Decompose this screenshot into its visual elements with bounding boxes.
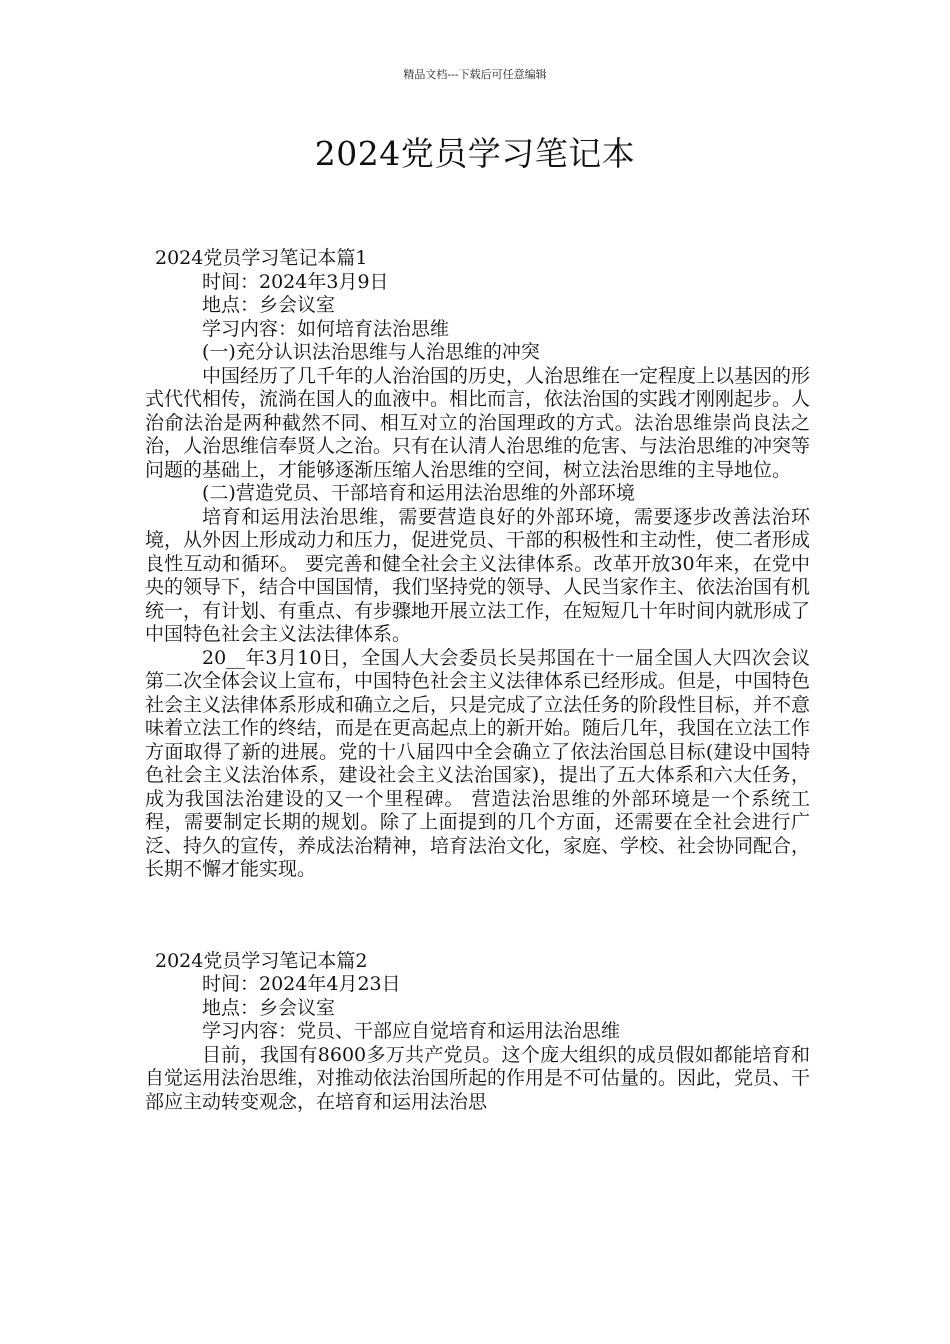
section-1 xyxy=(145,247,810,882)
document-title: 2024党员学习笔记本 xyxy=(314,134,636,173)
page-header: 精品文档---下载后可任意编辑 xyxy=(403,68,547,81)
body-paragraph: 培育和运用法治思维，需要营造良好的外部环境，需要逐步改善法治环境，从外因上形成动力和压力，促进党员、干部的积极性和主动性，使二者形成良性互动和循环。 要完善和健全社会主义法律体系。改革开放30年来，在党中央的领导下，结合中国国情，我们坚持党的领导、人民当家作主、依法治国有机统一，有计划、有重点、有步骤地开展立法工作，在短短几十年时间内就形成了中国特色社会主义法法律体系。 xyxy=(145,505,811,645)
body-paragraph: 20__年3月10日，全国人大会委员长吴邦国在十一届全国人大四次会议第二次全体会议上宣布，中国特色社会主义法律体系已经形成。但是，中国特色社会主义法律体系形成和确立之后，只是完成了立法任务的阶段性目标，并不意味着立法工作的终结，而是在更高起点上的新开始。随后几年，我国在立法工作方面取得了新的进展。党的十八届四中全会确立了依法治国总目标(建设中国特色社会主义法治体系，建设社会主义法治国家)，提出了五大体系和六大任务，成为我国法治建设的又一个里程碑。 营造法治思维的外部环境是一个系统工程，需要制定长期的规划。除了上面提到的几个方面，还需要在全社会进行广泛、持久的宣传，养成法治精神，培育法治文化，家庭、学校、社会协同配合，长期不懈才能实现。 xyxy=(145,646,811,880)
body-paragraph: 目前，我国有8600多万共产党员。这个庞大组织的成员假如都能培育和自觉运用法治思维，对推动依法治国所起的作用是不可估量的。因此，党员、干部应主动转变观念，在培育和运用法治思 xyxy=(145,1043,811,1113)
meta-place: 地点：乡会议室 xyxy=(202,294,336,316)
meta-time: 时间：2024年4月23日 xyxy=(202,973,401,995)
subheading: (一)充分认识法治思维与人治思维的冲突 xyxy=(202,341,540,363)
section-spacer xyxy=(145,882,810,950)
document-body xyxy=(145,247,810,1114)
meta-place: 地点：乡会议室 xyxy=(202,996,336,1019)
section-heading: 2024党员学习笔记本篇1 xyxy=(155,247,368,269)
meta-topic: 学习内容：党员、干部应自觉培育和运用法治思维 xyxy=(202,1020,621,1042)
subheading: (二)营造党员、干部培育和运用法治思维的外部环境 xyxy=(202,482,635,504)
section-heading: 2024党员学习笔记本篇2 xyxy=(155,949,368,972)
meta-time: 时间：2024年3月9日 xyxy=(202,270,389,293)
meta-topic: 学习内容：如何培育法治思维 xyxy=(202,317,450,340)
section-2 xyxy=(145,950,810,1115)
body-paragraph: 中国经历了几千年的人治治国的历史，人治思维在一定程度上以基因的形式代代相传，流淌在国人的血液中。相比而言，依法治国的实践才刚刚起步。人治俞法治是两种截然不同、相互对立的治国理政的方式。法治思维崇尚良法之治，人治思维信奉贤人之治。只有在认清人治思维的危害、与法治思维的冲突等问题的基础上，才能够逐渐压缩人治思维的空间，树立法治思维的主导地位。 xyxy=(145,364,811,481)
